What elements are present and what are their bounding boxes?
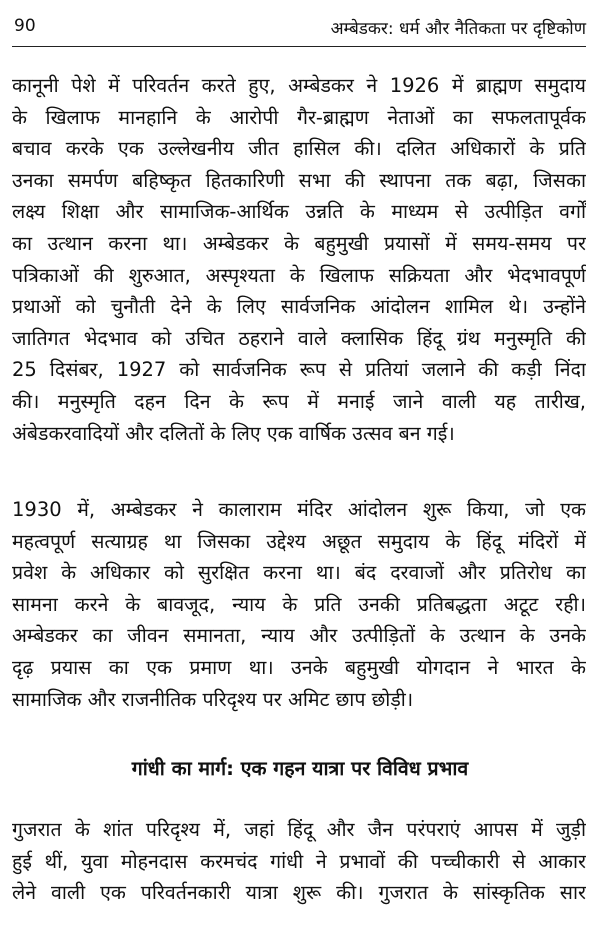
paragraph-line: प्रथाओं को चुनौती देने के लिए सार्वजनिक आंदोलन शामिल थे। उन्होंने: [12, 295, 586, 319]
paragraph-line: हुई थीं, युवा मोहनदास करमचंद गांधी ने प्रभावों की पच्चीकारी से आकार: [12, 849, 586, 873]
running-title: अम्बेडकर: धर्म और नैतिकता पर दृष्टिकोण: [330, 19, 586, 39]
page-header: [12, 10, 586, 40]
paragraph-line: 25 दिसंबर, 1927 को सार्वजनिक रूप से प्रतियां जलाने की कड़ी निंदा: [12, 358, 586, 382]
paragraph-line: बचाव करके एक उल्लेखनीय जीत हासिल की। दलित अधिकारों के प्रति: [12, 137, 586, 161]
paragraph-line: महत्वपूर्ण सत्याग्रह था जिसका उद्देश्य अछूत समुदाय के हिंदू मंदिरों में: [12, 529, 586, 553]
paragraph-line: का उत्थान करना था। अम्बेडकर के बहुमुखी प्रयासों में समय-समय पर: [12, 231, 586, 255]
paragraph-line: 1930 में, अम्बेडकर ने कालाराम मंदिर आंदोलन शुरू किया, जो एक: [12, 498, 586, 521]
paragraph-3: [12, 814, 586, 909]
section-heading: गांधी का मार्ग: एक गहन यात्रा पर विविध प्रभाव: [131, 757, 469, 780]
paragraph-line: लक्ष्य शिक्षा और सामाजिक-आर्थिक उन्नति के माध्यम से उत्पीड़ित वर्गों: [12, 200, 586, 224]
paragraph-line: अम्बेडकर का जीवन समानता, न्याय और उत्पीड़ितों के उत्थान के उनके: [12, 624, 586, 648]
paragraph-line: लेने वाली एक परिवर्तनकारी यात्रा शुरू की। गुजरात के सांस्कृतिक सार: [12, 881, 586, 905]
paragraph-line: अंबेडकरवादियों और दलितों के लिए एक वार्षिक उत्सव बन गई।: [12, 421, 455, 445]
paragraph-line: जातिगत भेदभाव को उचित ठहराने वाले क्लासिक हिंदू ग्रंथ मनुस्मृति की: [12, 326, 586, 350]
paragraph-line: की। मनुस्मृति दहन दिन के रूप में मनाई जाने वाली यह तारीख,: [12, 389, 586, 413]
paragraph-line: पत्रिकाओं की शुरुआत, अस्पृश्यता के खिलाफ सक्रियता और भेदभावपूर्ण: [12, 263, 586, 287]
paragraph-line: के खिलाफ मानहानि के आरोपी गैर-ब्राह्मण नेताओं का सफलतापूर्वक: [12, 105, 586, 129]
page-number: 90: [14, 16, 36, 36]
paragraph-1: [12, 70, 586, 449]
paragraph-line: उनका समर्पण बहिष्कृत हितकारिणी सभा की स्थापना तक बढ़ा, जिसका: [12, 168, 586, 192]
paragraph-line: सामना करने के बावजूद, न्याय के प्रति उनकी प्रतिबद्धता अटूट रही।: [12, 592, 586, 616]
paragraph-2: [12, 494, 586, 715]
paragraph-line: कानूनी पेशे में परिवर्तन करते हुए, अम्बेडकर ने 1926 में ब्राह्मण समुदाय: [12, 74, 586, 97]
paragraph-line: दृढ़ प्रयास का एक प्रमाण था। उनके बहुमुखी योगदान ने भारत के: [12, 655, 586, 679]
header-rule: [12, 46, 586, 47]
paragraph-line: प्रवेश के अधिकार को सुरक्षित करना था। बंद दरवाजों और प्रतिरोध का: [12, 561, 586, 585]
paragraph-line: सामाजिक और राजनीतिक परिदृश्य पर अमिट छाप छोड़ी।: [12, 687, 414, 711]
paragraph-line: गुजरात के शांत परिदृश्य में, जहां हिंदू और जैन परंपराएं आपस में जुड़ी: [12, 818, 586, 841]
